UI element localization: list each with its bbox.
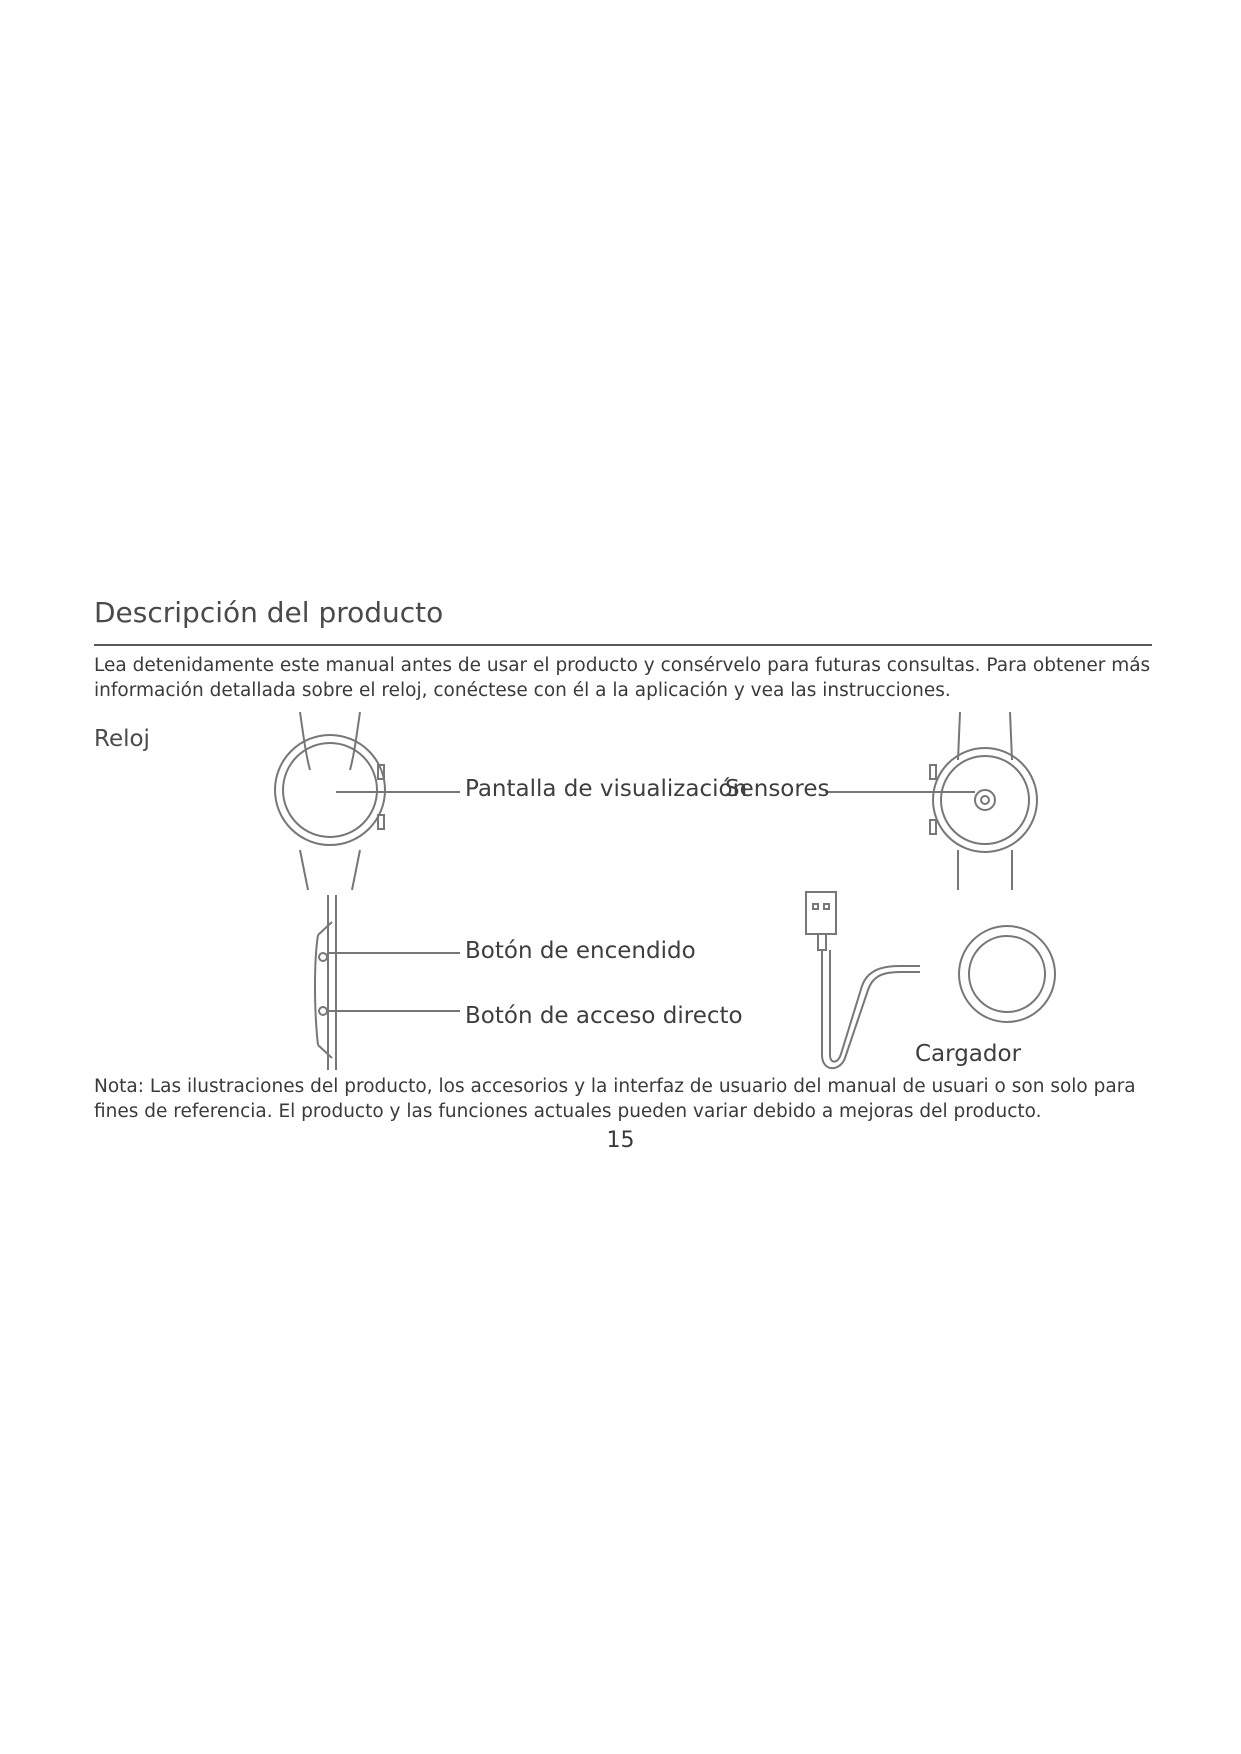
page-title: Descripción del producto: [94, 596, 444, 629]
label-charger: Cargador: [915, 1041, 1022, 1067]
label-power-button: Botón de encendido: [465, 938, 696, 964]
intro-paragraph: Lea detenidamente este manual antes de usar el producto y consérvelo para futuras consultas. Para obtener más información detallada sobre el reloj, conéctese con él a la aplicación y vea las instrucciones.: [94, 655, 1151, 701]
note-paragraph: Nota: Las ilustraciones del producto, los accesorios y la interfaz de usuario del manual de usuari o son solo para fines de referencia. El producto y las funciones actuales pueden variar debido a mejoras del producto.: [94, 1076, 1136, 1122]
label-shortcut-button: Botón de acceso directo: [465, 1003, 743, 1029]
watch-side-illustration: [315, 895, 460, 1070]
label-sensors: Sensores: [725, 776, 830, 802]
section-label-watch: Reloj: [94, 726, 150, 752]
page-number: 15: [606, 1128, 635, 1153]
label-display: Pantalla de visualización: [465, 776, 748, 802]
watch-front-illustration: [275, 712, 460, 890]
watch-back-illustration: [825, 712, 1037, 890]
